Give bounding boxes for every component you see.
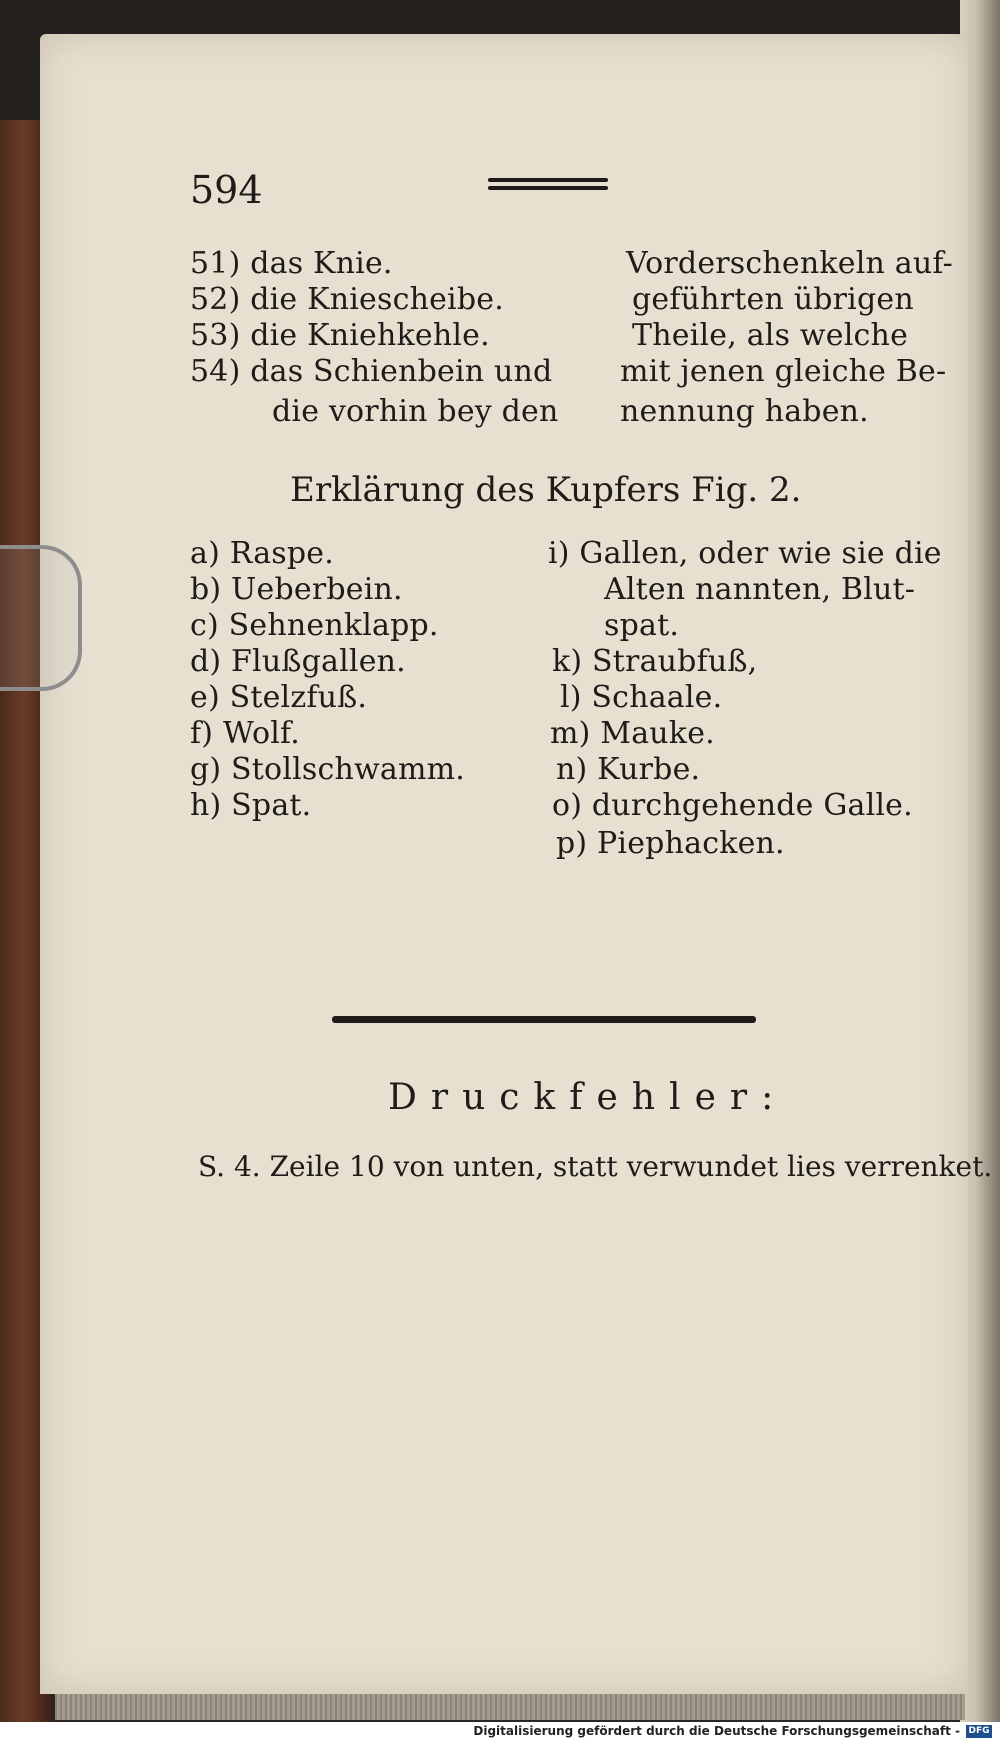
page-clip bbox=[0, 545, 82, 691]
section-divider bbox=[332, 1016, 756, 1023]
list-item: geführten übrigen bbox=[632, 282, 914, 317]
list-item: mit jenen gleiche Be- bbox=[620, 354, 947, 389]
plate-item: h) Spat. bbox=[190, 788, 312, 823]
list-item: 53) die Kniehkehle. bbox=[190, 318, 490, 353]
list-item: 54) das Schienbein und bbox=[190, 354, 553, 389]
plate-item: spat. bbox=[604, 608, 680, 643]
list-item: Theile, als welche bbox=[632, 318, 909, 353]
list-item: Vorderschenkeln auf- bbox=[626, 246, 953, 281]
dfg-logo: DFG bbox=[966, 1725, 992, 1738]
page-stack-bottom bbox=[55, 1690, 965, 1720]
plate-item: a) Raspe. bbox=[190, 536, 334, 571]
plate-item: d) Flußgallen. bbox=[190, 644, 406, 679]
plate-item: Alten nannten, Blut- bbox=[604, 572, 916, 607]
page-number: 594 bbox=[190, 168, 263, 212]
plate-item: o) durchgehende Galle. bbox=[552, 788, 913, 823]
plate-item: c) Sehnenklapp. bbox=[190, 608, 439, 643]
list-item: die vorhin bey den bbox=[272, 394, 559, 429]
plate-item: k) Straubfuß, bbox=[552, 644, 758, 679]
list-item: nennung haben. bbox=[620, 394, 869, 429]
plate-item: f) Wolf. bbox=[190, 716, 300, 751]
plate-item: m) Mauke. bbox=[550, 716, 715, 751]
plate-item: l) Schaale. bbox=[560, 680, 723, 715]
footer-credit: Digitalisierung gefördert durch die Deutsche Forschungsgemeinschaft - bbox=[473, 1724, 960, 1738]
plate-item: n) Kurbe. bbox=[556, 752, 701, 787]
errata-heading: Druckfehler: bbox=[388, 1077, 788, 1118]
plate-item: p) Piephacken. bbox=[556, 826, 785, 861]
section-heading: Erklärung des Kupfers Fig. 2. bbox=[290, 470, 802, 510]
errata-entry: S. 4. Zeile 10 von unten, statt verwundet lies verrenket. bbox=[198, 1150, 993, 1183]
list-item: 52) die Kniescheibe. bbox=[190, 282, 504, 317]
header-double-rule bbox=[488, 178, 608, 194]
plate-item: i) Gallen, oder wie sie die bbox=[548, 536, 942, 571]
plate-item: e) Stelzfuß. bbox=[190, 680, 368, 715]
plate-item: g) Stollschwamm. bbox=[190, 752, 466, 787]
plate-item: b) Ueberbein. bbox=[190, 572, 403, 607]
bleed-through bbox=[470, 1215, 770, 1239]
list-item: 51) das Knie. bbox=[190, 246, 393, 281]
